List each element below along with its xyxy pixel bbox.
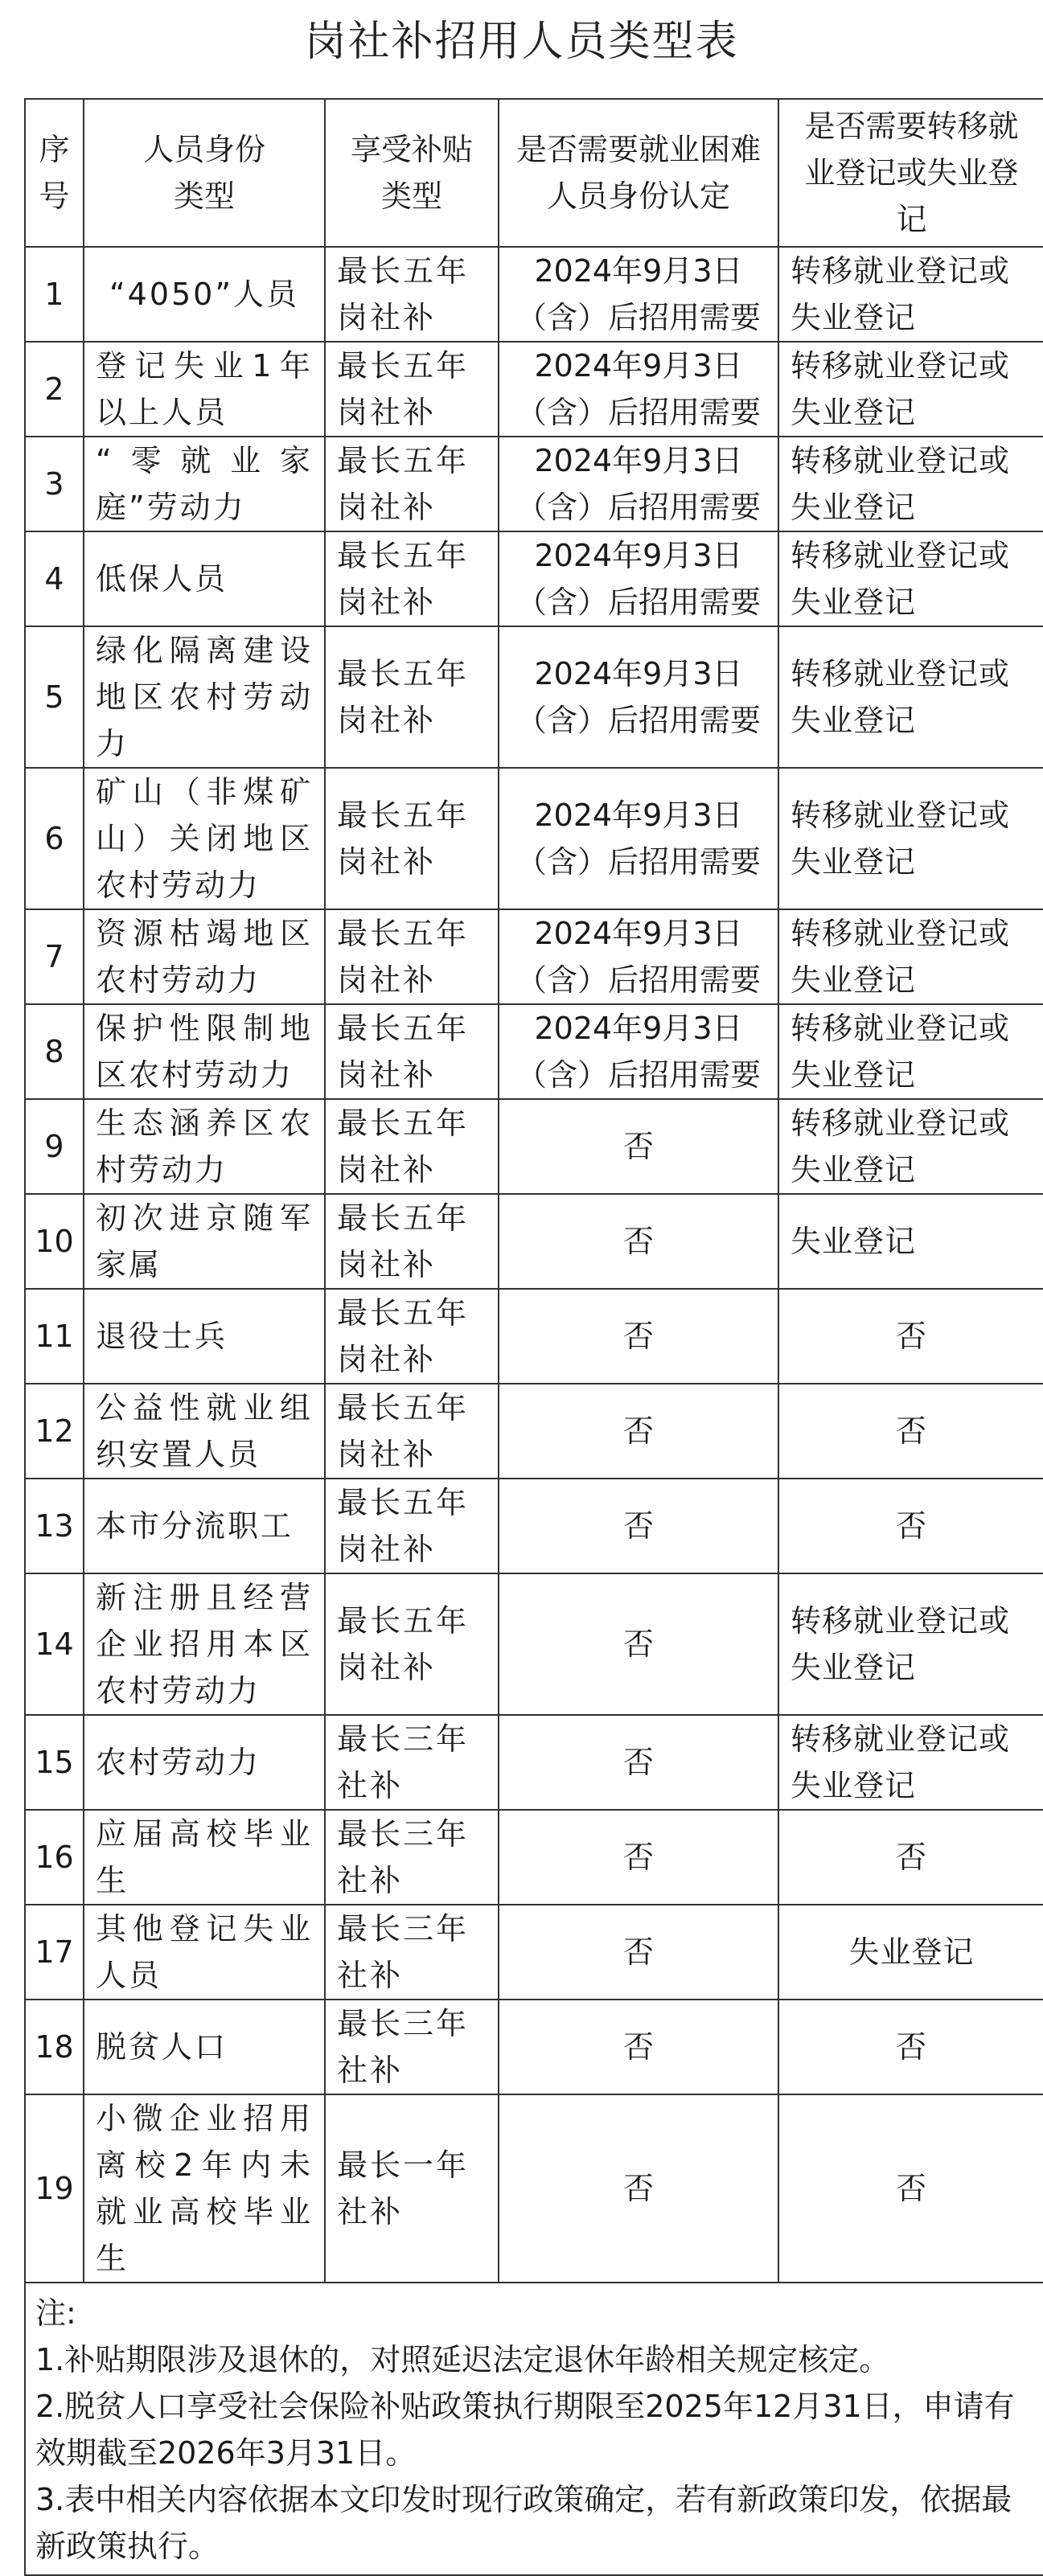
subsidy-cell: 最长五年岗社补 — [325, 1004, 499, 1099]
difficulty-cell: 否 — [499, 1099, 778, 1194]
row-number: 5 — [25, 626, 84, 768]
header-registration: 是否需要转移就业登记或失业登记 — [778, 99, 1043, 247]
subsidy-cell: 最长一年社补 — [325, 2094, 499, 2283]
difficulty-cell: 2024年9月3日（含）后招用需要 — [499, 247, 778, 342]
notes-cell — [25, 2283, 1043, 2575]
note-item-1: 1.补贴期限涉及退休的，对照延迟法定退休年龄相关规定核定。 — [35, 2342, 890, 2377]
registration-cell: 转移就业登记或失业登记 — [778, 531, 1043, 626]
note-item-2: 2.脱贫人口享受社会保险补贴政策执行期限至2025年12月31日，申请有效期截至2026年3月31日。 — [35, 2389, 1015, 2471]
row-number: 16 — [25, 1810, 84, 1905]
registration-cell: 转移就业登记或失业登记 — [778, 1004, 1043, 1099]
registration-cell: 否 — [778, 2094, 1043, 2283]
table-row — [25, 342, 1043, 437]
difficulty-cell: 2024年9月3日（含）后招用需要 — [499, 1004, 778, 1099]
difficulty-cell: 否 — [499, 1194, 778, 1289]
identity-cell: 本市分流职工 — [84, 1479, 325, 1573]
difficulty-cell: 否 — [499, 1810, 778, 1905]
row-number: 3 — [25, 437, 84, 531]
subsidy-cell: 最长五年岗社补 — [325, 342, 499, 437]
registration-cell: 否 — [778, 1384, 1043, 1479]
difficulty-cell: 2024年9月3日（含）后招用需要 — [499, 437, 778, 531]
registration-cell: 转移就业登记或失业登记 — [778, 626, 1043, 768]
identity-cell: 小微企业招用离校2年内未就业高校毕业生 — [84, 2094, 325, 2283]
identity-cell: 新注册且经营企业招用本区农村劳动力 — [84, 1573, 325, 1715]
registration-cell: 转移就业登记或失业登记 — [778, 247, 1043, 342]
subsidy-cell: 最长三年社补 — [325, 1905, 499, 2000]
notes-row — [25, 2283, 1043, 2575]
difficulty-cell: 2024年9月3日（含）后招用需要 — [499, 768, 778, 909]
notes-heading: 注: — [35, 2295, 76, 2331]
difficulty-cell: 否 — [499, 2094, 778, 2283]
personnel-type-table — [24, 98, 1043, 2576]
registration-cell: 否 — [778, 1289, 1043, 1384]
identity-cell: 生态涵养区农村劳动力 — [84, 1099, 325, 1194]
row-number: 15 — [25, 1715, 84, 1810]
table-row — [25, 1004, 1043, 1099]
table-row — [25, 437, 1043, 531]
registration-cell: 否 — [778, 2000, 1043, 2094]
note-item-3: 3.表中相关内容依据本文印发时现行政策确定，若有新政策印发，依据最新政策执行。 — [35, 2482, 1012, 2564]
page-title: 岗社补招用人员类型表 — [304, 17, 739, 66]
table-row — [25, 1194, 1043, 1289]
header-no: 序号 — [25, 99, 84, 247]
row-number: 2 — [25, 342, 84, 437]
table-row — [25, 2000, 1043, 2094]
subsidy-cell: 最长五年岗社补 — [325, 1099, 499, 1194]
subsidy-cell: 最长五年岗社补 — [325, 768, 499, 909]
identity-cell: “4050”人员 — [84, 247, 325, 342]
row-number: 13 — [25, 1479, 84, 1573]
registration-cell: 转移就业登记或失业登记 — [778, 342, 1043, 437]
registration-cell: 转移就业登记或失业登记 — [778, 1099, 1043, 1194]
subsidy-cell: 最长五年岗社补 — [325, 626, 499, 768]
header-identity: 人员身份类型 — [84, 99, 325, 247]
table-row — [25, 1384, 1043, 1479]
row-number: 17 — [25, 1905, 84, 2000]
difficulty-cell: 2024年9月3日（含）后招用需要 — [499, 342, 778, 437]
table-row — [25, 1905, 1043, 2000]
identity-cell: 其他登记失业人员 — [84, 1905, 325, 2000]
registration-cell: 失业登记 — [778, 1194, 1043, 1289]
difficulty-cell: 否 — [499, 1905, 778, 2000]
subsidy-cell: 最长五年岗社补 — [325, 247, 499, 342]
identity-cell: 保护性限制地区农村劳动力 — [84, 1004, 325, 1099]
identity-cell: 绿化隔离建设地区农村劳动力 — [84, 626, 325, 768]
subsidy-cell: 最长三年社补 — [325, 1715, 499, 1810]
registration-cell: 失业登记 — [778, 1905, 1043, 2000]
subsidy-cell: 最长三年社补 — [325, 1810, 499, 1905]
identity-cell: 公益性就业组织安置人员 — [84, 1384, 325, 1479]
header-subsidy: 享受补贴类型 — [325, 99, 499, 247]
subsidy-cell: 最长五年岗社补 — [325, 1479, 499, 1573]
table-row — [25, 1715, 1043, 1810]
identity-cell: 农村劳动力 — [84, 1715, 325, 1810]
row-number: 9 — [25, 1099, 84, 1194]
difficulty-cell: 否 — [499, 1479, 778, 1573]
table-row — [25, 1479, 1043, 1573]
row-number: 19 — [25, 2094, 84, 2283]
subsidy-cell: 最长五年岗社补 — [325, 1194, 499, 1289]
difficulty-cell: 否 — [499, 1573, 778, 1715]
registration-cell: 转移就业登记或失业登记 — [778, 768, 1043, 909]
difficulty-cell: 否 — [499, 2000, 778, 2094]
row-number: 12 — [25, 1384, 84, 1479]
identity-cell: 应届高校毕业生 — [84, 1810, 325, 1905]
table-row — [25, 626, 1043, 768]
registration-cell: 否 — [778, 1479, 1043, 1573]
table-row — [25, 531, 1043, 626]
identity-cell: 登记失业1年以上人员 — [84, 342, 325, 437]
registration-cell: 转移就业登记或失业登记 — [778, 909, 1043, 1004]
difficulty-cell: 2024年9月3日（含）后招用需要 — [499, 531, 778, 626]
row-number: 10 — [25, 1194, 84, 1289]
row-number: 1 — [25, 247, 84, 342]
identity-cell: “零就业家庭”劳动力 — [84, 437, 325, 531]
table-row — [25, 247, 1043, 342]
registration-cell: 转移就业登记或失业登记 — [778, 1573, 1043, 1715]
row-number: 6 — [25, 768, 84, 909]
difficulty-cell: 否 — [499, 1715, 778, 1810]
difficulty-cell: 2024年9月3日（含）后招用需要 — [499, 909, 778, 1004]
subsidy-cell: 最长五年岗社补 — [325, 1384, 499, 1479]
subsidy-cell: 最长五年岗社补 — [325, 531, 499, 626]
subsidy-cell: 最长五年岗社补 — [325, 909, 499, 1004]
identity-cell: 资源枯竭地区农村劳动力 — [84, 909, 325, 1004]
table-row — [25, 1573, 1043, 1715]
table-row — [25, 768, 1043, 909]
registration-cell: 转移就业登记或失业登记 — [778, 437, 1043, 531]
table-row — [25, 2094, 1043, 2283]
row-number: 8 — [25, 1004, 84, 1099]
row-number: 18 — [25, 2000, 84, 2094]
identity-cell: 脱贫人口 — [84, 2000, 325, 2094]
row-number: 7 — [25, 909, 84, 1004]
registration-cell: 否 — [778, 1810, 1043, 1905]
subsidy-cell: 最长五年岗社补 — [325, 437, 499, 531]
row-number: 11 — [25, 1289, 84, 1384]
identity-cell: 低保人员 — [84, 531, 325, 626]
identity-cell: 初次进京随军家属 — [84, 1194, 325, 1289]
subsidy-cell: 最长三年社补 — [325, 2000, 499, 2094]
row-number: 14 — [25, 1573, 84, 1715]
identity-cell: 矿山（非煤矿山）关闭地区农村劳动力 — [84, 768, 325, 909]
subsidy-cell: 最长五年岗社补 — [325, 1573, 499, 1715]
registration-cell: 转移就业登记或失业登记 — [778, 1715, 1043, 1810]
table-row — [25, 909, 1043, 1004]
table-row — [25, 1810, 1043, 1905]
row-number: 4 — [25, 531, 84, 626]
table-row — [25, 1289, 1043, 1384]
difficulty-cell: 否 — [499, 1289, 778, 1384]
identity-cell: 退役士兵 — [84, 1289, 325, 1384]
difficulty-cell: 2024年9月3日（含）后招用需要 — [499, 626, 778, 768]
header-difficulty: 是否需要就业困难人员身份认定 — [499, 99, 778, 247]
difficulty-cell: 否 — [499, 1384, 778, 1479]
subsidy-cell: 最长五年岗社补 — [325, 1289, 499, 1384]
header-row — [25, 99, 1043, 247]
table-row — [25, 1099, 1043, 1194]
